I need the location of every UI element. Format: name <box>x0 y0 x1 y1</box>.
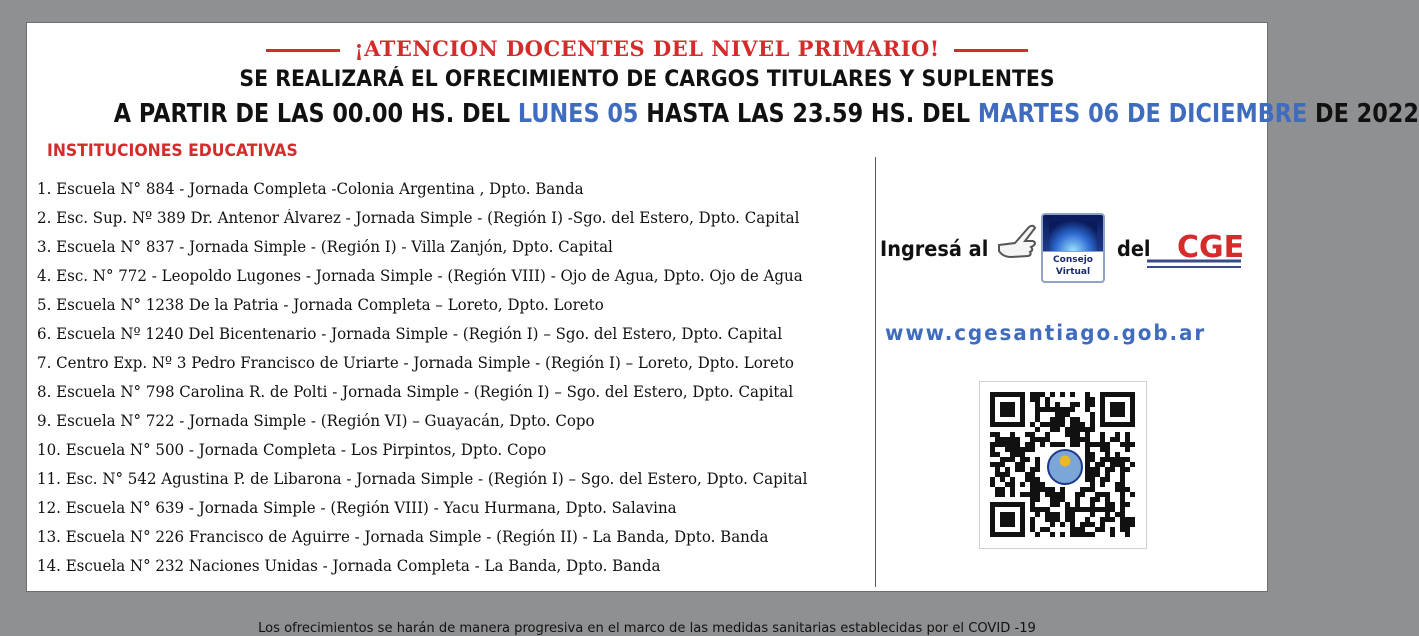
left-rule <box>266 49 340 52</box>
list-item: 7. Centro Exp. Nº 3 Pedro Francisco de Uriarte - Jornada Simple - (Región I) – Loreto, Dpto. Loreto <box>37 354 794 372</box>
list-item: 14. Escuela N° 232 Naciones Unidas - Jornada Completa - La Banda, Dpto. Banda <box>37 557 661 575</box>
list-item: 3. Escuela N° 837 - Jornada Simple - (Región I) - Villa Zanjón, Dpto. Capital <box>37 238 613 256</box>
qr-code[interactable] <box>979 381 1147 549</box>
offer-subtitle: SE REALIZARÁ EL OFRECIMIENTO DE CARGOS TITULARES Y SUPLENTES <box>239 67 1055 92</box>
del-label: del <box>1117 237 1151 261</box>
list-item: 1. Escuela N° 884 - Jornada Completa -Colonia Argentina , Dpto. Banda <box>37 180 584 198</box>
list-item: 2. Esc. Sup. Nº 389 Dr. Antenor Álvarez - Jornada Simple - (Región I) -Sgo. del Estero, Dpto. Capital <box>37 209 800 227</box>
institutions-list <box>37 175 831 581</box>
cge-logo[interactable] <box>1147 223 1245 275</box>
covid-note: Los ofrecimientos se harán de manera progresiva en el marco de las medidas sanitarias establecidas por el COVID -19 <box>258 620 1036 636</box>
list-item: 11. Esc. N° 542 Agustina P. de Libarona - Jornada Simple - (Región I) – Sgo. del Estero, Dpto. Capital <box>37 470 808 488</box>
qr-code-graphic <box>980 382 1146 548</box>
consejo-virtual-line2: Virtual <box>1055 267 1091 277</box>
list-item: 9. Escuela N° 722 - Jornada Simple - (Región VI) – Guayacán, Dpto. Copo <box>37 412 595 430</box>
alert-text: ¡ATENCION DOCENTES DEL NIVEL PRIMARIO! <box>354 36 940 61</box>
pointing-hand-icon <box>995 219 1041 265</box>
list-item: 5. Escuela N° 1238 De la Patria - Jornada Completa – Loreto, Dpto. Loreto <box>37 296 604 314</box>
list-item: 10. Escuela N° 500 - Jornada Completa - Los Pirpintos, Dpto. Copo <box>37 441 547 459</box>
right-rule <box>954 49 1028 52</box>
start-date: LUNES 05 <box>517 99 639 129</box>
ingresa-label: Ingresá al <box>880 237 989 261</box>
cge-logo-text: CGE <box>1177 230 1245 265</box>
institutions-title: INSTITUCIONES EDUCATIVAS <box>47 141 298 161</box>
date-range <box>113 99 1419 129</box>
list-item: 13. Escuela N° 226 Francisco de Aguirre - Jornada Simple - (Región II) - La Banda, Dpto. Banda <box>37 528 769 546</box>
divider <box>875 157 876 587</box>
end-date: MARTES 06 DE DICIEMBRE <box>977 99 1308 129</box>
consejo-virtual-line1: Consejo <box>1053 255 1093 265</box>
consejo-virtual-graphic <box>1049 221 1097 251</box>
consejo-virtual-logo[interactable] <box>1041 213 1105 283</box>
list-item: 6. Escuela Nº 1240 Del Bicentenario - Jornada Simple - (Región I) – Sgo. del Estero, Dpto. Capital <box>37 325 783 343</box>
alert-heading <box>27 36 1267 61</box>
announcement-card <box>26 22 1419 636</box>
list-item: 4. Esc. N° 772 - Leopoldo Lugones - Jornada Simple - (Región VIII) - Ojo de Agua, Dpto. Ojo de Agua <box>37 267 803 285</box>
list-item: 8. Escuela N° 798 Carolina R. de Polti - Jornada Simple - (Región I) – Sgo. del Estero, Dpto. Capital <box>37 383 794 401</box>
date-text-1: A PARTIR DE LAS 00.00 HS. DEL <box>113 99 518 129</box>
date-year: DE 2022 <box>1307 99 1419 129</box>
website-link[interactable]: www.cgesantiago.gob.ar <box>885 321 1207 345</box>
list-item: 12. Escuela N° 639 - Jornada Simple - (Región VIII) - Yacu Hurmana, Dpto. Salavina <box>37 499 677 517</box>
date-text-2: HASTA LAS 23.59 HS. DEL <box>638 99 978 129</box>
